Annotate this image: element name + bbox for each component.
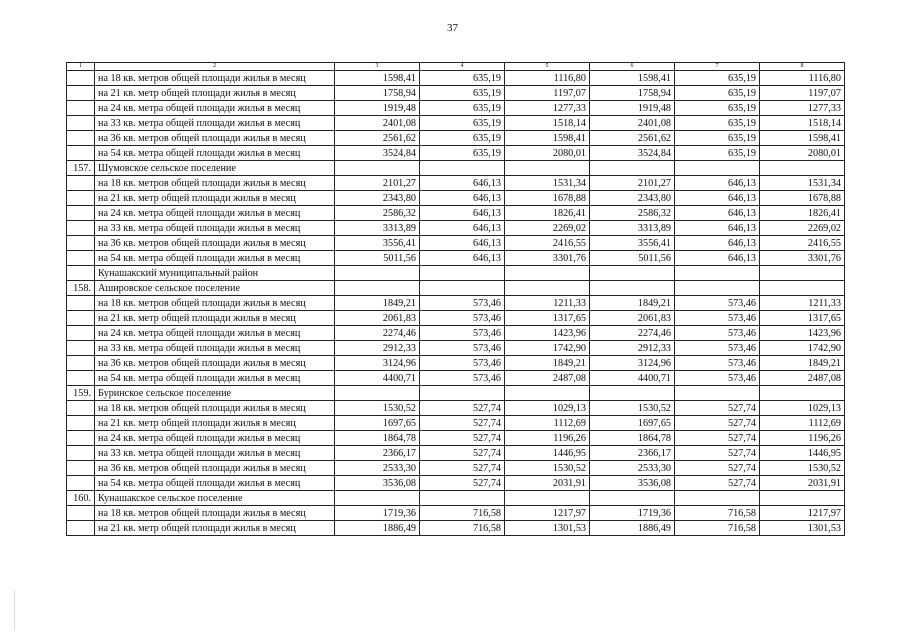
value-cell: 635,19 bbox=[675, 71, 760, 86]
value-cell: 1029,13 bbox=[760, 401, 845, 416]
table-row bbox=[67, 191, 845, 206]
value-cell: 646,13 bbox=[420, 206, 505, 221]
value-cell: 527,74 bbox=[420, 416, 505, 431]
row-number bbox=[67, 341, 95, 356]
table-row bbox=[67, 416, 845, 431]
column-number: 7 bbox=[675, 63, 760, 71]
table-row bbox=[67, 371, 845, 386]
value-cell bbox=[760, 281, 845, 296]
value-cell: 646,13 bbox=[675, 206, 760, 221]
value-cell: 1317,65 bbox=[505, 311, 590, 326]
row-label: на 33 кв. метра общей площади жилья в месяц bbox=[95, 221, 335, 236]
value-cell: 1197,07 bbox=[505, 86, 590, 101]
value-cell: 1849,21 bbox=[335, 296, 420, 311]
value-cell: 3536,08 bbox=[335, 476, 420, 491]
column-number: 3 bbox=[335, 63, 420, 71]
row-label: на 18 кв. метров общей площади жилья в месяц bbox=[95, 506, 335, 521]
value-cell: 1742,90 bbox=[760, 341, 845, 356]
table-row bbox=[67, 146, 845, 161]
column-number-row bbox=[67, 63, 845, 71]
value-cell: 1211,33 bbox=[760, 296, 845, 311]
value-cell: 1277,33 bbox=[505, 101, 590, 116]
value-cell: 1530,52 bbox=[505, 461, 590, 476]
value-cell bbox=[420, 161, 505, 176]
value-cell: 1919,48 bbox=[335, 101, 420, 116]
value-cell: 646,13 bbox=[675, 191, 760, 206]
value-cell: 2269,02 bbox=[760, 221, 845, 236]
value-cell: 527,74 bbox=[675, 401, 760, 416]
value-cell: 1849,21 bbox=[590, 296, 675, 311]
value-cell: 1211,33 bbox=[505, 296, 590, 311]
value-cell: 2586,32 bbox=[335, 206, 420, 221]
value-cell: 1849,21 bbox=[760, 356, 845, 371]
value-cell: 1719,36 bbox=[590, 506, 675, 521]
value-cell: 635,19 bbox=[420, 101, 505, 116]
value-cell: 1301,53 bbox=[760, 521, 845, 536]
row-label: на 33 кв. метра общей площади жилья в месяц bbox=[95, 446, 335, 461]
value-cell: 1196,26 bbox=[505, 431, 590, 446]
row-label: на 21 кв. метр общей площади жилья в месяц bbox=[95, 311, 335, 326]
value-cell: 646,13 bbox=[420, 176, 505, 191]
value-cell: 1849,21 bbox=[505, 356, 590, 371]
value-cell: 635,19 bbox=[675, 86, 760, 101]
row-number bbox=[67, 446, 95, 461]
row-number bbox=[67, 461, 95, 476]
value-cell: 1423,96 bbox=[505, 326, 590, 341]
value-cell: 635,19 bbox=[675, 101, 760, 116]
value-cell: 527,74 bbox=[420, 446, 505, 461]
row-label: на 54 кв. метра общей площади жилья в месяц bbox=[95, 251, 335, 266]
row-label: на 54 кв. метра общей площади жилья в месяц bbox=[95, 371, 335, 386]
value-cell: 1116,80 bbox=[505, 71, 590, 86]
table-row bbox=[67, 71, 845, 86]
row-number bbox=[67, 266, 95, 281]
value-cell bbox=[675, 266, 760, 281]
row-label: на 21 кв. метр общей площади жилья в месяц bbox=[95, 86, 335, 101]
value-cell: 2366,17 bbox=[590, 446, 675, 461]
column-number: 8 bbox=[760, 63, 845, 71]
value-cell bbox=[590, 281, 675, 296]
row-label: на 24 кв. метра общей площади жилья в месяц bbox=[95, 326, 335, 341]
value-cell: 2561,62 bbox=[335, 131, 420, 146]
value-cell: 1423,96 bbox=[760, 326, 845, 341]
row-number bbox=[67, 311, 95, 326]
table-row bbox=[67, 311, 845, 326]
value-cell: 635,19 bbox=[675, 131, 760, 146]
value-cell: 2416,55 bbox=[505, 236, 590, 251]
value-cell: 3124,96 bbox=[590, 356, 675, 371]
value-cell: 1196,26 bbox=[760, 431, 845, 446]
row-label: на 21 кв. метр общей площади жилья в месяц bbox=[95, 416, 335, 431]
row-label: на 18 кв. метров общей площади жилья в месяц bbox=[95, 71, 335, 86]
value-cell: 1446,95 bbox=[505, 446, 590, 461]
column-number: 2 bbox=[95, 63, 335, 71]
value-cell: 5011,56 bbox=[335, 251, 420, 266]
table-row bbox=[67, 131, 845, 146]
value-cell: 527,74 bbox=[675, 416, 760, 431]
table-row bbox=[67, 476, 845, 491]
value-cell bbox=[335, 161, 420, 176]
row-number bbox=[67, 251, 95, 266]
value-cell: 2561,62 bbox=[590, 131, 675, 146]
value-cell: 3556,41 bbox=[590, 236, 675, 251]
value-cell: 2533,30 bbox=[590, 461, 675, 476]
value-cell: 646,13 bbox=[420, 251, 505, 266]
value-cell: 2080,01 bbox=[760, 146, 845, 161]
value-cell: 1598,41 bbox=[335, 71, 420, 86]
value-cell: 573,46 bbox=[420, 371, 505, 386]
table-row bbox=[67, 266, 845, 281]
table-row bbox=[67, 206, 845, 221]
value-cell: 2031,91 bbox=[505, 476, 590, 491]
value-cell: 646,13 bbox=[420, 236, 505, 251]
value-cell bbox=[675, 386, 760, 401]
value-cell: 2533,30 bbox=[335, 461, 420, 476]
value-cell: 1446,95 bbox=[760, 446, 845, 461]
row-number bbox=[67, 401, 95, 416]
row-label: на 36 кв. метров общей площади жилья в месяц bbox=[95, 236, 335, 251]
value-cell: 573,46 bbox=[420, 326, 505, 341]
value-cell: 573,46 bbox=[675, 296, 760, 311]
table-row bbox=[67, 356, 845, 371]
value-cell: 573,46 bbox=[420, 296, 505, 311]
value-cell: 2269,02 bbox=[505, 221, 590, 236]
value-cell: 3124,96 bbox=[335, 356, 420, 371]
value-cell bbox=[420, 266, 505, 281]
value-cell: 716,58 bbox=[675, 521, 760, 536]
row-label: Аширoвское сельское поселение bbox=[95, 281, 335, 296]
table-row bbox=[67, 386, 845, 401]
value-cell: 1598,41 bbox=[590, 71, 675, 86]
table-row bbox=[67, 176, 845, 191]
table-row bbox=[67, 236, 845, 251]
value-cell: 1518,14 bbox=[505, 116, 590, 131]
value-cell: 4400,71 bbox=[335, 371, 420, 386]
row-label: Кунашакское сельское поселение bbox=[95, 491, 335, 506]
value-cell: 573,46 bbox=[675, 371, 760, 386]
value-cell: 2101,27 bbox=[590, 176, 675, 191]
value-cell: 1886,49 bbox=[590, 521, 675, 536]
table-row bbox=[67, 161, 845, 176]
column-number: 1 bbox=[67, 63, 95, 71]
value-cell: 646,13 bbox=[420, 191, 505, 206]
row-number: 159. bbox=[67, 386, 95, 401]
row-number bbox=[67, 116, 95, 131]
value-cell: 635,19 bbox=[420, 71, 505, 86]
row-number bbox=[67, 191, 95, 206]
value-cell: 1301,53 bbox=[505, 521, 590, 536]
table-row bbox=[67, 491, 845, 506]
value-cell: 2487,08 bbox=[505, 371, 590, 386]
value-cell: 1112,69 bbox=[505, 416, 590, 431]
value-cell: 1217,97 bbox=[505, 506, 590, 521]
value-cell bbox=[760, 491, 845, 506]
value-cell bbox=[505, 491, 590, 506]
row-label: на 24 кв. метра общей площади жилья в месяц bbox=[95, 101, 335, 116]
value-cell: 1919,48 bbox=[590, 101, 675, 116]
row-number bbox=[67, 86, 95, 101]
row-label: на 36 кв. метров общей площади жилья в месяц bbox=[95, 461, 335, 476]
row-number bbox=[67, 296, 95, 311]
row-number bbox=[67, 131, 95, 146]
value-cell: 3536,08 bbox=[590, 476, 675, 491]
row-number bbox=[67, 326, 95, 341]
value-cell: 2274,46 bbox=[590, 326, 675, 341]
value-cell bbox=[335, 386, 420, 401]
row-number bbox=[67, 236, 95, 251]
value-cell: 3301,76 bbox=[760, 251, 845, 266]
row-number bbox=[67, 431, 95, 446]
column-number: 6 bbox=[590, 63, 675, 71]
value-cell: 1277,33 bbox=[760, 101, 845, 116]
value-cell bbox=[590, 491, 675, 506]
value-cell: 3524,84 bbox=[335, 146, 420, 161]
value-cell: 1697,65 bbox=[590, 416, 675, 431]
row-number bbox=[67, 206, 95, 221]
table-row bbox=[67, 101, 845, 116]
table-row bbox=[67, 296, 845, 311]
margin-mark bbox=[14, 590, 15, 630]
row-label: на 24 кв. метра общей площади жилья в месяц bbox=[95, 206, 335, 221]
value-cell bbox=[335, 491, 420, 506]
value-cell: 1530,52 bbox=[760, 461, 845, 476]
value-cell: 573,46 bbox=[675, 326, 760, 341]
value-cell: 1116,80 bbox=[760, 71, 845, 86]
value-cell: 3556,41 bbox=[335, 236, 420, 251]
value-cell: 716,58 bbox=[675, 506, 760, 521]
row-label: на 18 кв. метров общей площади жилья в месяц bbox=[95, 401, 335, 416]
row-label: на 21 кв. метр общей площади жилья в месяц bbox=[95, 191, 335, 206]
value-cell: 1217,97 bbox=[760, 506, 845, 521]
value-cell: 635,19 bbox=[675, 146, 760, 161]
value-cell: 573,46 bbox=[675, 311, 760, 326]
value-cell: 635,19 bbox=[420, 146, 505, 161]
row-number bbox=[67, 371, 95, 386]
row-number bbox=[67, 506, 95, 521]
value-cell bbox=[760, 266, 845, 281]
row-label: на 18 кв. метров общей площади жилья в месяц bbox=[95, 296, 335, 311]
value-cell: 527,74 bbox=[420, 431, 505, 446]
row-number: 157. bbox=[67, 161, 95, 176]
value-cell bbox=[590, 386, 675, 401]
value-cell: 646,13 bbox=[675, 236, 760, 251]
row-number bbox=[67, 356, 95, 371]
value-cell bbox=[760, 386, 845, 401]
value-cell: 573,46 bbox=[675, 341, 760, 356]
row-label: на 36 кв. метров общей площади жилья в месяц bbox=[95, 356, 335, 371]
value-cell: 2061,83 bbox=[590, 311, 675, 326]
value-cell: 2080,01 bbox=[505, 146, 590, 161]
table-row bbox=[67, 341, 845, 356]
value-cell: 2401,08 bbox=[335, 116, 420, 131]
value-cell: 1742,90 bbox=[505, 341, 590, 356]
value-cell bbox=[420, 491, 505, 506]
value-cell: 646,13 bbox=[675, 221, 760, 236]
value-cell: 527,74 bbox=[420, 476, 505, 491]
value-cell: 1197,07 bbox=[760, 86, 845, 101]
value-cell: 1518,14 bbox=[760, 116, 845, 131]
row-label: на 18 кв. метров общей площади жилья в месяц bbox=[95, 176, 335, 191]
row-label: на 24 кв. метра общей площади жилья в месяц bbox=[95, 431, 335, 446]
row-number bbox=[67, 416, 95, 431]
table-row bbox=[67, 506, 845, 521]
table-row bbox=[67, 221, 845, 236]
value-cell: 1530,52 bbox=[335, 401, 420, 416]
page-number: 37 bbox=[447, 22, 458, 34]
table-row bbox=[67, 401, 845, 416]
value-cell: 2366,17 bbox=[335, 446, 420, 461]
table-row bbox=[67, 251, 845, 266]
value-cell: 635,19 bbox=[420, 116, 505, 131]
value-cell: 1758,94 bbox=[590, 86, 675, 101]
value-cell: 2401,08 bbox=[590, 116, 675, 131]
value-cell: 527,74 bbox=[675, 431, 760, 446]
value-cell bbox=[505, 161, 590, 176]
value-cell: 716,58 bbox=[420, 521, 505, 536]
row-number bbox=[67, 521, 95, 536]
value-cell: 1719,36 bbox=[335, 506, 420, 521]
value-cell: 2343,80 bbox=[590, 191, 675, 206]
value-cell: 2101,27 bbox=[335, 176, 420, 191]
value-cell bbox=[675, 491, 760, 506]
table-row bbox=[67, 431, 845, 446]
row-label: на 21 кв. метр общей площади жилья в месяц bbox=[95, 521, 335, 536]
value-cell: 527,74 bbox=[675, 446, 760, 461]
value-cell: 1598,41 bbox=[760, 131, 845, 146]
value-cell: 2912,33 bbox=[590, 341, 675, 356]
value-cell: 3301,76 bbox=[505, 251, 590, 266]
value-cell: 1864,78 bbox=[335, 431, 420, 446]
value-cell: 1678,88 bbox=[505, 191, 590, 206]
row-label: Шумовское сельское поселение bbox=[95, 161, 335, 176]
row-number: 158. bbox=[67, 281, 95, 296]
value-cell: 646,13 bbox=[675, 176, 760, 191]
value-cell: 5011,56 bbox=[590, 251, 675, 266]
value-cell: 1530,52 bbox=[590, 401, 675, 416]
row-label: на 54 кв. метра общей площади жилья в месяц bbox=[95, 476, 335, 491]
row-number bbox=[67, 101, 95, 116]
value-cell: 1678,88 bbox=[760, 191, 845, 206]
value-cell bbox=[505, 281, 590, 296]
row-number bbox=[67, 221, 95, 236]
value-cell bbox=[335, 266, 420, 281]
value-cell: 716,58 bbox=[420, 506, 505, 521]
row-label: на 33 кв. метра общей площади жилья в месяц bbox=[95, 341, 335, 356]
value-cell: 635,19 bbox=[675, 116, 760, 131]
value-cell bbox=[505, 266, 590, 281]
row-number bbox=[67, 71, 95, 86]
value-cell: 573,46 bbox=[420, 341, 505, 356]
value-cell bbox=[590, 266, 675, 281]
value-cell: 2343,80 bbox=[335, 191, 420, 206]
value-cell: 573,46 bbox=[420, 311, 505, 326]
value-cell bbox=[760, 161, 845, 176]
value-cell: 1697,65 bbox=[335, 416, 420, 431]
value-cell: 527,74 bbox=[420, 401, 505, 416]
value-cell: 2031,91 bbox=[760, 476, 845, 491]
value-cell: 635,19 bbox=[420, 86, 505, 101]
value-cell: 3313,89 bbox=[590, 221, 675, 236]
value-cell: 1758,94 bbox=[335, 86, 420, 101]
row-number bbox=[67, 176, 95, 191]
value-cell bbox=[420, 281, 505, 296]
value-cell: 4400,71 bbox=[590, 371, 675, 386]
column-number: 4 bbox=[420, 63, 505, 71]
value-cell: 646,13 bbox=[420, 221, 505, 236]
value-cell bbox=[420, 386, 505, 401]
value-cell: 1112,69 bbox=[760, 416, 845, 431]
value-cell: 3313,89 bbox=[335, 221, 420, 236]
column-number: 5 bbox=[505, 63, 590, 71]
value-cell bbox=[335, 281, 420, 296]
table-row bbox=[67, 461, 845, 476]
value-cell: 646,13 bbox=[675, 251, 760, 266]
value-cell: 1826,41 bbox=[760, 206, 845, 221]
value-cell: 2416,55 bbox=[760, 236, 845, 251]
value-cell bbox=[675, 161, 760, 176]
row-number: 160. bbox=[67, 491, 95, 506]
value-cell: 1317,65 bbox=[760, 311, 845, 326]
value-cell: 2274,46 bbox=[335, 326, 420, 341]
value-cell: 635,19 bbox=[420, 131, 505, 146]
table-row bbox=[67, 86, 845, 101]
value-cell: 2061,83 bbox=[335, 311, 420, 326]
row-label: на 33 кв. метра общей площади жилья в месяц bbox=[95, 116, 335, 131]
value-cell: 1598,41 bbox=[505, 131, 590, 146]
value-cell: 1029,13 bbox=[505, 401, 590, 416]
value-cell: 573,46 bbox=[420, 356, 505, 371]
value-cell bbox=[590, 161, 675, 176]
tariff-table bbox=[66, 62, 845, 536]
value-cell: 2912,33 bbox=[335, 341, 420, 356]
table-row bbox=[67, 446, 845, 461]
value-cell: 573,46 bbox=[675, 356, 760, 371]
value-cell bbox=[675, 281, 760, 296]
row-label: Кунашакский муниципальный район bbox=[95, 266, 335, 281]
value-cell: 527,74 bbox=[420, 461, 505, 476]
value-cell: 2586,32 bbox=[590, 206, 675, 221]
value-cell bbox=[505, 386, 590, 401]
row-number bbox=[67, 146, 95, 161]
table-row bbox=[67, 116, 845, 131]
table-row bbox=[67, 326, 845, 341]
value-cell: 527,74 bbox=[675, 461, 760, 476]
row-number bbox=[67, 476, 95, 491]
value-cell: 2487,08 bbox=[760, 371, 845, 386]
row-label: Буринское сельское поселение bbox=[95, 386, 335, 401]
row-label: на 36 кв. метров общей площади жилья в месяц bbox=[95, 131, 335, 146]
table-row bbox=[67, 521, 845, 536]
value-cell: 1864,78 bbox=[590, 431, 675, 446]
value-cell: 3524,84 bbox=[590, 146, 675, 161]
value-cell: 1531,34 bbox=[505, 176, 590, 191]
value-cell: 1826,41 bbox=[505, 206, 590, 221]
value-cell: 1886,49 bbox=[335, 521, 420, 536]
table-row bbox=[67, 281, 845, 296]
value-cell: 1531,34 bbox=[760, 176, 845, 191]
row-label: на 54 кв. метра общей площади жилья в месяц bbox=[95, 146, 335, 161]
value-cell: 527,74 bbox=[675, 476, 760, 491]
